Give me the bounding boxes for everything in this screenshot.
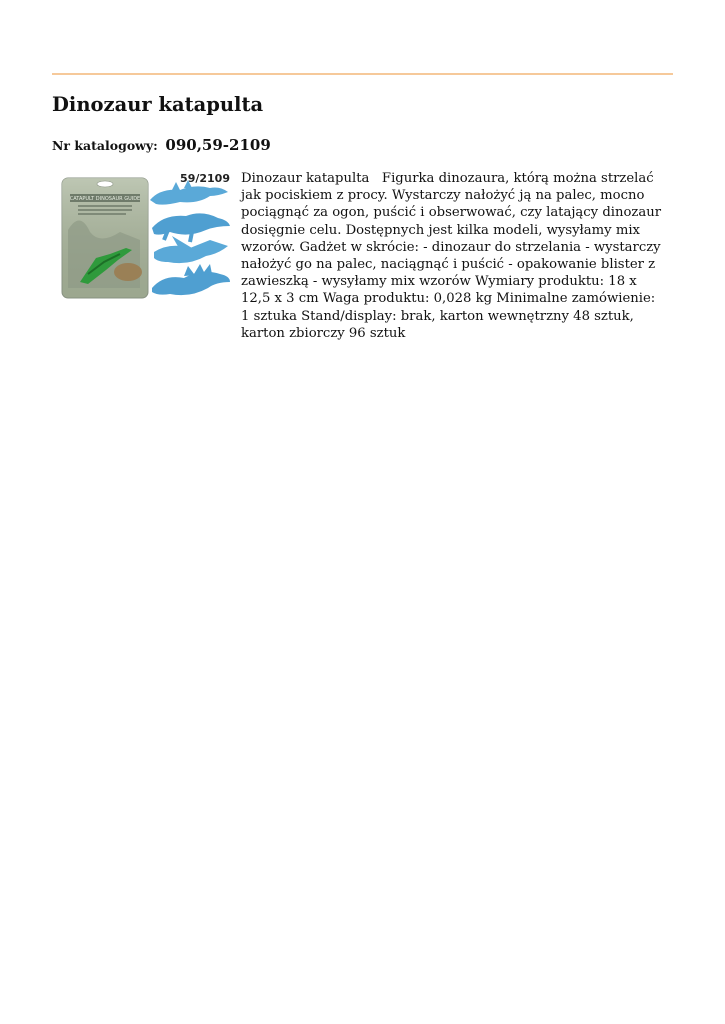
blister-package — [62, 178, 148, 298]
header-divider — [52, 73, 673, 75]
product-description: Dinozaur katapulta Figurka dinozaura, którą można strzelać jak pociskiem z procy. Wystarczy nałożyć ją na palec, mocno pociągnąć za ogon, puścić i obserwować, czy latający dinozaur dosięgnie celu. Dostępnych jest kilka modeli, wysyłamy mix wzorów. Gadżet w skrócie: - dinozaur do strzelania - wystarczy nałożyć go na palec, naciągnąć i puścić - opakowanie blister z zawieszką - wysyłamy mix wzorów Wymiary produktu: 18 x 12,5 x 3 cm Waga produktu: 0,028 kg Minimalne zamówienie: 1 sztuka Stand/display: brak, karton wewnętrzny 48 sztuk, karton zbiorczy 96 sztuk — [241, 171, 666, 341]
page-title: Dinozaur katapulta — [52, 93, 264, 116]
package-title-text: CATAPULT DINOSAUR GUIDE — [69, 196, 141, 202]
catalog-number-line — [52, 135, 271, 154]
product-image — [60, 170, 232, 306]
catalog-number-label: Nr katalogowy: — [52, 138, 158, 153]
catalog-number-value: 090,59-2109 — [165, 136, 271, 154]
dinosaur-figure-2 — [152, 213, 230, 242]
product-code-label: 59/2109 — [180, 172, 230, 185]
dinosaur-figure-4 — [152, 264, 230, 295]
